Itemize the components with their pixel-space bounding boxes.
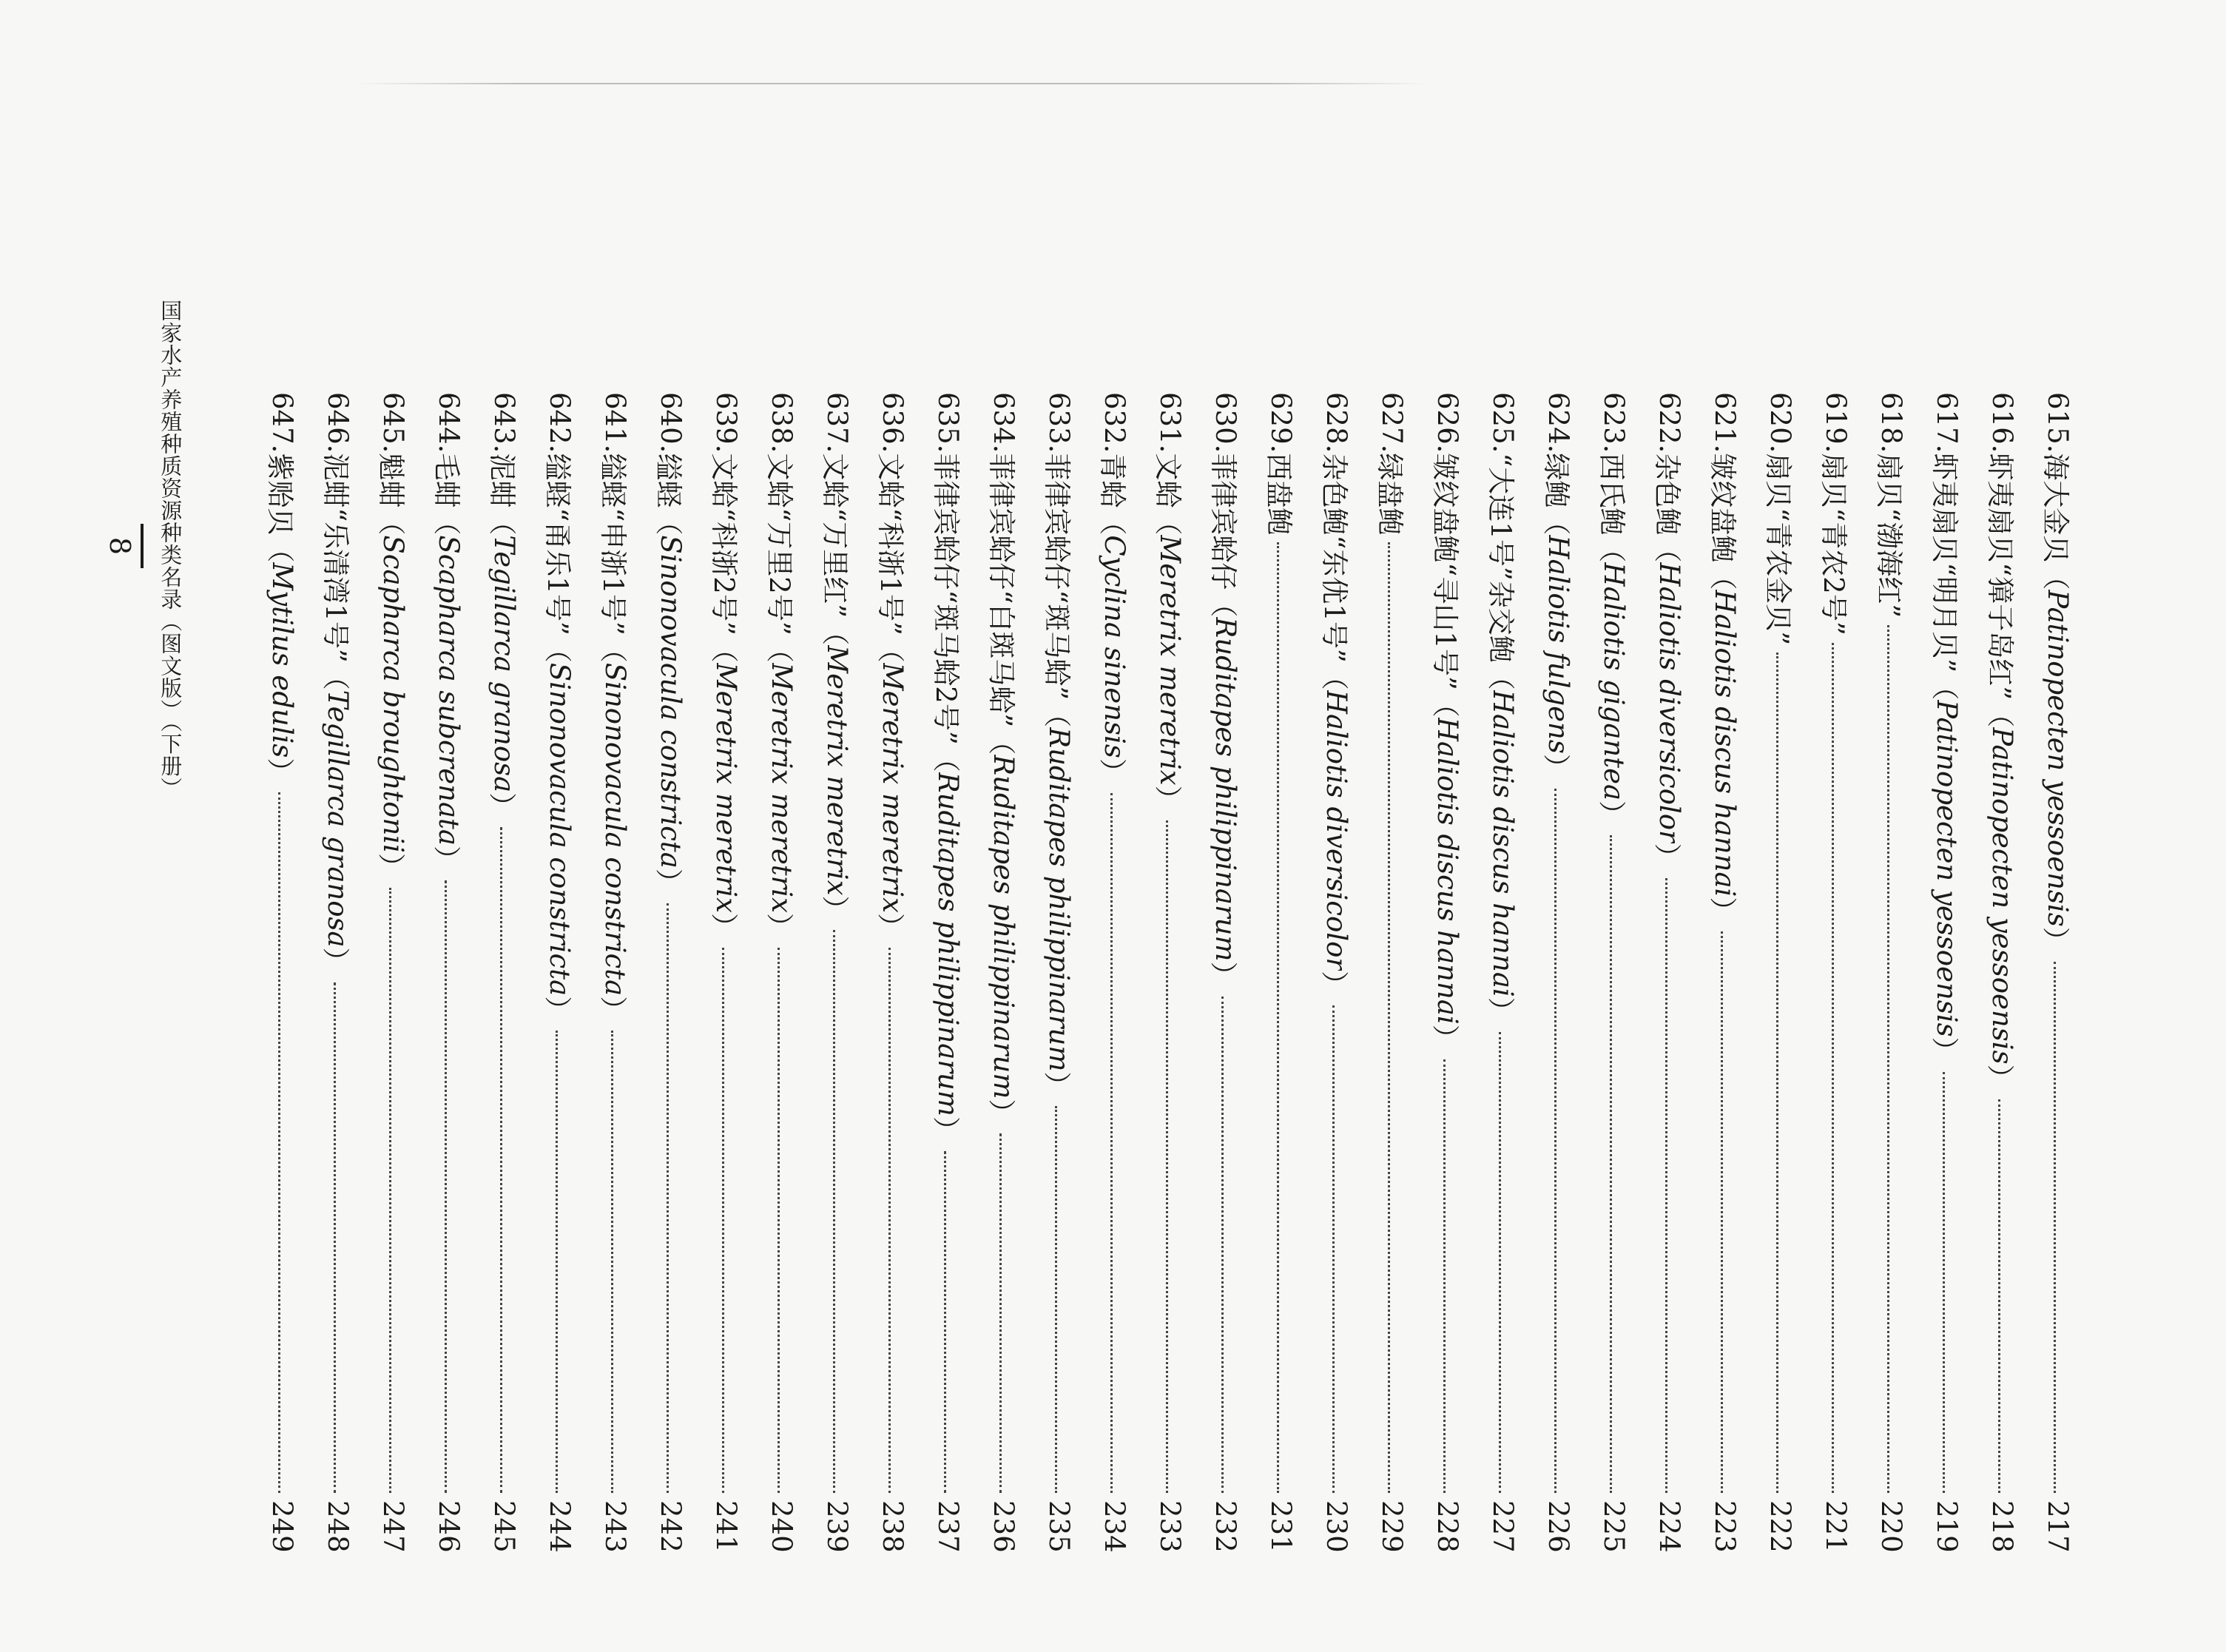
close-paren: ） <box>1929 1036 1960 1065</box>
entry-number: 636. <box>877 392 909 454</box>
open-paren: （ <box>1929 672 1960 701</box>
entry-scientific-name: Sinonovacula constricta <box>544 662 576 997</box>
entry-number: 629. <box>1265 392 1298 454</box>
entry-scientific-name: Haliotis discus hannai <box>1487 690 1520 997</box>
running-head <box>104 292 186 800</box>
entry-scientific-name: Tegillarca granosa <box>488 535 521 793</box>
entry-number: 635. <box>932 392 965 454</box>
entry-scientific-name: Haliotis fulgens <box>1542 535 1575 754</box>
open-paren: （ <box>763 635 795 663</box>
entry-number: 632. <box>1099 392 1131 454</box>
entry-number: 616. <box>1986 392 2019 454</box>
dot-leader <box>778 948 780 1493</box>
toc-entry <box>1205 392 1247 1553</box>
entry-number: 625. <box>1487 392 1520 454</box>
entry-number: 646. <box>322 392 354 454</box>
entry-page: 239 <box>821 1500 854 1553</box>
entry-scientific-name: Meretrix meretrix <box>710 662 743 913</box>
page-number: 8 <box>104 536 137 555</box>
entry-number: 640. <box>655 392 687 454</box>
open-paren: （ <box>1707 562 1738 590</box>
open-paren: （ <box>264 535 296 563</box>
toc-entry <box>1982 392 2023 1553</box>
close-paren: ） <box>375 852 407 880</box>
open-paren: （ <box>1096 508 1128 536</box>
toc-entry <box>983 392 1025 1553</box>
open-paren: （ <box>985 727 1017 755</box>
entry-page: 232 <box>1210 1500 1242 1553</box>
entry-name: 菲律宾蛤仔“白斑马蛤” <box>985 453 1017 728</box>
book-title: 国家水产养殖种质资源种类名录（图文版）（下册） <box>158 300 183 800</box>
dot-leader <box>1999 1099 2001 1493</box>
entry-name: 扇贝“青农金贝” <box>1762 453 1794 646</box>
entry-page: 246 <box>433 1500 465 1553</box>
entry-page: 245 <box>488 1500 521 1553</box>
entry-name: 紫贻贝 <box>264 453 296 536</box>
entry-scientific-name: Ruditapes philippinarum <box>1043 727 1076 1072</box>
entry-page: 217 <box>2042 1500 2074 1553</box>
entry-name: 西氏鲍 <box>1596 453 1628 536</box>
toc-entry <box>1926 392 1968 1553</box>
entry-page: 247 <box>377 1500 410 1553</box>
toc-entry <box>1760 392 1801 1553</box>
entry-name: 毛蚶 <box>431 453 462 508</box>
entry-page: 220 <box>1875 1500 1908 1553</box>
toc-entry <box>1316 392 1357 1553</box>
entry-scientific-name: Cyclina sinensis <box>1099 535 1131 758</box>
open-paren: （ <box>1152 508 1184 536</box>
open-paren: （ <box>874 635 906 663</box>
close-paren: ） <box>1540 753 1572 781</box>
entry-scientific-name: Haliotis discus hannai <box>1431 717 1464 1025</box>
entry-scientific-name: Meretrix meretrix <box>877 662 909 913</box>
entry-scientific-name: Haliotis gigantea <box>1598 562 1630 801</box>
open-paren: （ <box>1429 690 1461 718</box>
entry-scientific-name: Ruditapes philippinarum <box>932 772 965 1116</box>
dot-leader <box>612 1031 614 1493</box>
entry-name: 缢蛏 <box>652 453 684 508</box>
dot-leader <box>1666 878 1668 1493</box>
entry-page: 236 <box>988 1500 1020 1553</box>
entry-number: 615. <box>2042 392 2074 454</box>
close-paren: ） <box>1596 800 1628 829</box>
toc-entry <box>428 392 470 1553</box>
dot-leader <box>1111 793 1113 1493</box>
toc-entry <box>1372 392 1413 1553</box>
entry-name: 杂色鲍 <box>1651 453 1683 536</box>
open-paren: （ <box>1041 700 1073 728</box>
close-paren: ） <box>874 912 906 940</box>
entry-scientific-name: Scapharca broughtonii <box>377 535 410 853</box>
entry-page: 218 <box>1986 1500 2019 1553</box>
open-paren: （ <box>930 744 962 772</box>
entry-name: 青蛤 <box>1096 453 1128 508</box>
close-paren: ） <box>1096 758 1128 786</box>
dot-leader <box>2054 962 2057 1493</box>
dot-leader <box>445 880 448 1493</box>
toc-entry <box>2037 392 2079 1553</box>
entry-scientific-name: Ruditapes philippinarum <box>988 755 1020 1099</box>
dot-leader <box>1389 542 1391 1493</box>
toc-entry <box>484 392 525 1553</box>
entry-scientific-name: Haliotis discus hannai <box>1709 590 1741 897</box>
close-paren: ） <box>1041 1071 1073 1099</box>
entry-page: 221 <box>1820 1500 1852 1553</box>
entry-scientific-name: Haliotis diversicolor <box>1653 562 1686 843</box>
entry-page: 233 <box>1154 1500 1187 1553</box>
entry-number: 624. <box>1542 392 1575 454</box>
entry-page: 231 <box>1265 1500 1298 1553</box>
toc-entry <box>317 392 359 1553</box>
entry-number: 623. <box>1598 392 1630 454</box>
close-paren: ） <box>819 895 851 923</box>
dot-leader <box>1555 789 1557 1493</box>
entry-scientific-name: Sinonovacula constricta <box>599 662 632 997</box>
dot-leader <box>556 1031 559 1493</box>
toc-entry <box>1427 392 1468 1553</box>
entry-scientific-name: Tegillarca granosa <box>322 690 354 948</box>
entry-name: 虾夷扇贝“獐子岛红” <box>1984 453 2016 701</box>
dot-leader <box>334 982 337 1493</box>
toc-entry <box>1261 392 1302 1553</box>
dot-leader <box>1721 931 1724 1493</box>
entry-page: 224 <box>1653 1500 1686 1553</box>
close-paren: ） <box>320 947 351 975</box>
entry-name: 西盘鲍 <box>1263 453 1295 536</box>
entry-scientific-name: Mytilus edulis <box>266 562 299 758</box>
entry-page: 243 <box>599 1500 632 1553</box>
open-paren: （ <box>652 508 684 536</box>
toc-entry <box>262 392 303 1553</box>
entry-name: 魁蚶 <box>375 453 407 508</box>
close-paren: ） <box>597 996 629 1024</box>
dot-leader <box>1444 1059 1446 1493</box>
close-paren: ） <box>1651 843 1683 871</box>
entry-number: 641. <box>599 392 632 454</box>
dot-leader <box>279 792 281 1493</box>
entry-number: 642. <box>544 392 576 454</box>
entry-page: 228 <box>1431 1500 1464 1553</box>
entry-number: 631. <box>1154 392 1187 454</box>
toc-entry <box>1538 392 1579 1553</box>
entry-name: 缢蛏“申浙1号” <box>597 453 629 635</box>
toc-entry <box>1649 392 1690 1553</box>
entry-page: 234 <box>1099 1500 1131 1553</box>
toc-entry <box>1704 392 1746 1553</box>
entry-name: 虾夷扇贝“明月贝” <box>1929 453 1960 673</box>
open-paren: （ <box>1651 535 1683 563</box>
entry-number: 645. <box>377 392 410 454</box>
entry-number: 634. <box>988 392 1020 454</box>
open-paren: （ <box>1318 662 1350 690</box>
entry-number: 639. <box>710 392 743 454</box>
entry-number: 626. <box>1431 392 1464 454</box>
entry-number: 620. <box>1764 392 1797 454</box>
toc-entry <box>817 392 858 1553</box>
close-paren: ） <box>1152 785 1184 813</box>
entry-number: 627. <box>1376 392 1409 454</box>
entry-number: 628. <box>1321 392 1353 454</box>
dot-leader <box>1278 542 1280 1493</box>
open-paren: （ <box>1984 700 2016 728</box>
dot-leader <box>1000 1133 1002 1493</box>
entry-scientific-name: Scapharca subcrenata <box>433 535 465 846</box>
entry-scientific-name: Patinopecten yessoensis <box>1986 727 2019 1065</box>
entry-name: 扇贝“渤海红” <box>1873 453 1905 618</box>
close-paren: ） <box>486 792 518 820</box>
dot-leader <box>1943 1072 1946 1493</box>
entry-number: 643. <box>488 392 521 454</box>
close-paren: ） <box>652 868 684 896</box>
close-paren: ） <box>431 845 462 873</box>
dot-leader <box>1500 1032 1502 1493</box>
scan-artifact-line <box>355 83 1428 84</box>
open-paren: （ <box>486 508 518 536</box>
open-paren: （ <box>1540 508 1572 536</box>
entry-page: 222 <box>1764 1500 1797 1553</box>
close-paren: ） <box>763 912 795 940</box>
open-paren: （ <box>597 635 629 663</box>
entry-name: 缢蛏“甬乐1号” <box>542 453 573 635</box>
entry-page: 249 <box>266 1500 299 1553</box>
entry-name: 文蛤“科浙2号” <box>708 453 740 635</box>
close-paren: ） <box>1207 961 1239 989</box>
entry-scientific-name: Haliotis diversicolor <box>1321 690 1353 971</box>
entry-page: 244 <box>544 1500 576 1553</box>
dot-leader <box>1611 835 1613 1493</box>
entry-name: 绿鲍 <box>1540 453 1572 508</box>
entry-page: 238 <box>877 1500 909 1553</box>
toc-entry <box>1039 392 1080 1553</box>
entry-number: 618. <box>1875 392 1908 454</box>
entry-scientific-name: Patinopecten yessoensis <box>2042 590 2074 927</box>
entry-scientific-name: Meretrix meretrix <box>766 662 798 913</box>
entry-name: 文蛤“科浙1号” <box>874 453 906 635</box>
entry-name: 泥蚶 <box>486 453 518 508</box>
entry-page: 229 <box>1376 1500 1409 1553</box>
open-paren: （ <box>320 662 351 690</box>
entry-name: 菲律宾蛤仔“斑马蛤2号” <box>930 453 962 745</box>
toc-entry <box>539 392 581 1553</box>
toc-entry <box>595 392 636 1553</box>
entry-page: 248 <box>322 1500 354 1553</box>
head-divider <box>141 524 144 568</box>
entry-name: 皱纹盘鲍 <box>1707 453 1738 563</box>
entry-name: 杂色鲍“东优1号” <box>1318 453 1350 663</box>
dot-leader <box>501 827 503 1493</box>
entry-name: 文蛤“万里2号” <box>763 453 795 635</box>
entry-page: 242 <box>655 1500 687 1553</box>
entry-name: “大连1号”杂交鲍 <box>1485 453 1517 663</box>
entry-number: 630. <box>1210 392 1242 454</box>
open-paren: （ <box>1485 662 1517 690</box>
dot-leader <box>1167 820 1169 1493</box>
open-paren: （ <box>375 508 407 536</box>
entry-page: 226 <box>1542 1500 1575 1553</box>
entry-number: 617. <box>1931 392 1963 454</box>
toc-entry <box>1815 392 1857 1553</box>
entry-scientific-name: Sinonovacula constricta <box>655 535 687 869</box>
entry-name: 文蛤“万里红” <box>819 453 851 618</box>
dot-leader <box>1888 625 1890 1493</box>
toc-entry <box>928 392 969 1553</box>
entry-scientific-name: Ruditapes philippinarum <box>1210 617 1242 962</box>
entry-page: 227 <box>1487 1500 1520 1553</box>
dot-leader <box>1777 653 1779 1493</box>
entry-number: 622. <box>1653 392 1686 454</box>
entry-number: 619. <box>1820 392 1852 454</box>
entry-name: 菲律宾蛤仔 <box>1207 453 1239 590</box>
open-paren: （ <box>1596 535 1628 563</box>
close-paren: ） <box>930 1116 962 1144</box>
close-paren: ） <box>2040 926 2071 954</box>
entry-scientific-name: Meretrix meretrix <box>821 645 854 896</box>
dot-leader <box>1333 1005 1335 1493</box>
entry-name: 皱纹盘鲍“寻山1号” <box>1429 453 1461 690</box>
close-paren: ） <box>1984 1064 2016 1092</box>
toc-entry <box>1871 392 1912 1553</box>
close-paren: ） <box>1318 971 1350 999</box>
toc-entry <box>1593 392 1635 1553</box>
dot-leader <box>889 948 891 1493</box>
dot-leader <box>1056 1106 1058 1493</box>
close-paren: ） <box>1485 997 1517 1025</box>
close-paren: ） <box>1707 897 1738 925</box>
entry-page: 223 <box>1709 1500 1741 1553</box>
entry-page: 219 <box>1931 1500 1963 1553</box>
close-paren: ） <box>542 996 573 1024</box>
entry-page: 237 <box>932 1500 965 1553</box>
open-paren: （ <box>431 508 462 536</box>
entry-name: 菲律宾蛤仔“斑马蛤” <box>1041 453 1073 701</box>
entry-page: 230 <box>1321 1500 1353 1553</box>
open-paren: （ <box>2040 562 2071 590</box>
entry-name: 海大金贝 <box>2040 453 2071 563</box>
toc-entry <box>373 392 414 1553</box>
open-paren: （ <box>708 635 740 663</box>
dot-leader <box>723 948 725 1493</box>
entry-name: 文蛤 <box>1152 453 1184 508</box>
dot-leader <box>834 930 836 1493</box>
entry-page: 235 <box>1043 1500 1076 1553</box>
entry-name: 扇贝“青农2号” <box>1818 453 1849 635</box>
entry-number: 647. <box>266 392 299 454</box>
entry-name: 绿盘鲍 <box>1374 453 1406 536</box>
close-paren: ） <box>1429 1024 1461 1052</box>
entry-scientific-name: Patinopecten yessoensis <box>1931 700 1963 1037</box>
entry-page: 240 <box>766 1500 798 1553</box>
entry-number: 644. <box>433 392 465 454</box>
toc-entry <box>650 392 692 1553</box>
toc-entry <box>761 392 803 1553</box>
entry-page: 225 <box>1598 1500 1630 1553</box>
close-paren: ） <box>264 758 296 786</box>
entry-scientific-name: Meretrix meretrix <box>1154 535 1187 786</box>
toc-entry <box>872 392 914 1553</box>
entry-number: 633. <box>1043 392 1076 454</box>
toc-entry <box>706 392 747 1553</box>
entry-number: 637. <box>821 392 854 454</box>
dot-leader <box>1222 997 1224 1493</box>
open-paren: （ <box>819 618 851 646</box>
dot-leader <box>1832 643 1835 1493</box>
toc-entry <box>1483 392 1524 1553</box>
open-paren: （ <box>1207 590 1239 618</box>
toc-entry <box>1094 392 1136 1553</box>
dot-leader <box>390 888 392 1493</box>
dot-leader <box>945 1151 947 1493</box>
entry-name: 泥蚶“乐清湾1号” <box>320 453 351 663</box>
entry-page: 241 <box>710 1500 743 1553</box>
entry-number: 638. <box>766 392 798 454</box>
close-paren: ） <box>708 912 740 940</box>
open-paren: （ <box>542 635 573 663</box>
close-paren: ） <box>985 1099 1017 1127</box>
dot-leader <box>667 903 670 1493</box>
entry-number: 621. <box>1709 392 1741 454</box>
toc-entry <box>1150 392 1191 1553</box>
